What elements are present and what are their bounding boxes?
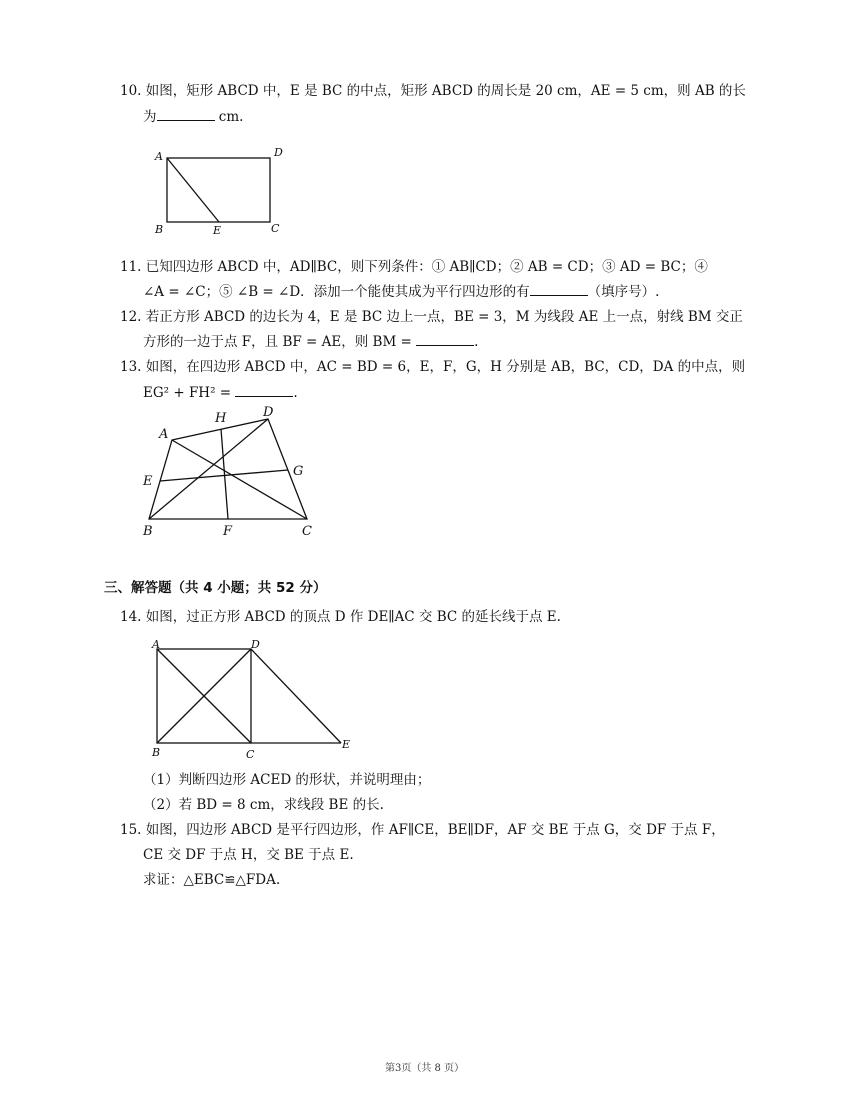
label-e: E xyxy=(143,474,153,489)
label-b: B xyxy=(152,746,161,759)
q12-line2-post: . xyxy=(474,334,479,350)
q10-line2-post: cm. xyxy=(214,109,244,125)
label-a: A xyxy=(152,638,160,651)
label-c: C xyxy=(302,524,312,539)
label-f: F xyxy=(223,524,233,539)
q11-line2-post: （填序号）. xyxy=(587,284,660,300)
label-h: H xyxy=(215,411,227,426)
page-footer: 第3页（共 8 页） xyxy=(385,1063,465,1074)
q13-line2-pre: EG² + FH² = xyxy=(143,385,232,401)
q11-line1: 11. 已知四边形 ABCD 中，AD∥BC，则下列条件：① AB∥CD；② AB = CD；③ AD = BC；④ xyxy=(120,259,708,275)
q14-sub1: （1）判断四边形 ACED 的形状，并说明理由； xyxy=(143,772,431,788)
q14-line1: 14. 如图，过正方形 ABCD 的顶点 D 作 DE∥AC 交 BC 的延长线于点 E. xyxy=(120,609,561,625)
label-c: C xyxy=(271,222,280,235)
q12-line2-pre: 方形的一边于点 F，且 BF = AE，则 BM = xyxy=(143,334,412,350)
label-e: E xyxy=(213,224,222,237)
q15-line2: CE 交 DF 于点 H，交 BE 于点 E. xyxy=(143,847,354,863)
segment-de xyxy=(251,649,341,743)
label-e: E xyxy=(342,738,351,751)
label-d: D xyxy=(274,146,283,159)
label-a: A xyxy=(159,427,169,442)
label-d: D xyxy=(263,405,274,420)
q15-line1: 15. 如图，四边形 ABCD 是平行四边形，作 AF∥CE，BE∥DF，AF 交 BE 于点 G，交 DF 于点 F， xyxy=(120,822,725,838)
q11-line2-pre: ∠A = ∠C；⑤ ∠B = ∠D．添加一个能使其成为平行四边形的有 xyxy=(143,284,530,300)
q13-line2-post: . xyxy=(293,385,298,401)
q10-line2-pre: 为 xyxy=(143,109,157,125)
label-a: A xyxy=(155,150,163,163)
label-c: C xyxy=(246,748,255,761)
q14-sub2: （2）若 BD = 8 cm，求线段 BE 的长. xyxy=(143,797,384,813)
label-d: D xyxy=(251,638,260,651)
q10-line1: 10. 如图，矩形 ABCD 中，E 是 BC 的中点，矩形 ABCD 的周长是 20 cm，AE = 5 cm，则 AB 的长 xyxy=(120,83,746,99)
q13-line1: 13. 如图，在四边形 ABCD 中，AC = BD = 6，E，F，G，H 分别是 AB，BC，CD，DA 的中点，则 xyxy=(120,359,746,375)
q15-line3: 求证：△EBC≌△FDA. xyxy=(143,872,281,888)
label-b: B xyxy=(143,524,153,539)
q12-line1: 12. 若正方形 ABCD 的边长为 4，E 是 BC 边上一点，BE = 3，M 为线段 AE 上一点，射线 BM 交正 xyxy=(120,309,743,325)
label-g: G xyxy=(293,464,304,479)
section-heading: 三、解答题（共 4 小题；共 52 分） xyxy=(104,580,327,596)
label-b: B xyxy=(155,223,164,236)
